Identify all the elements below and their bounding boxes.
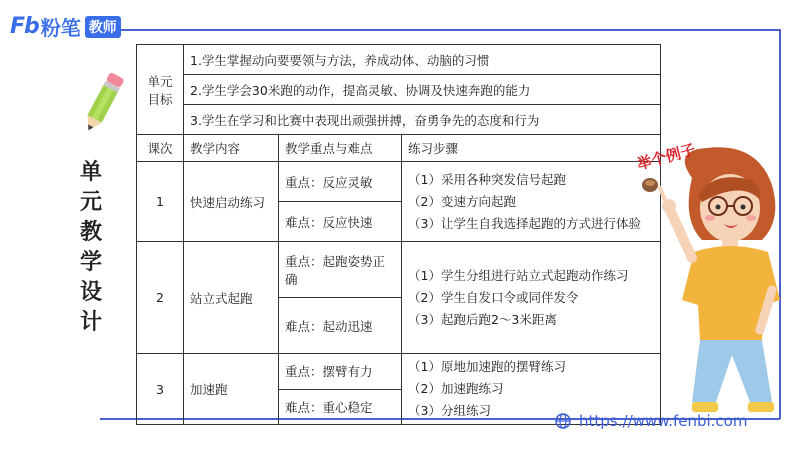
lesson-row — [137, 354, 661, 390]
side-title-char: 设 — [79, 280, 102, 305]
lesson-content: 站立式起跑 — [184, 242, 279, 354]
goals-label-line: 目标 — [147, 91, 173, 107]
lesson-row — [137, 162, 661, 202]
step-item: （2）变速方向起跑 — [408, 193, 516, 209]
fenbi-logo — [10, 12, 121, 41]
step-item: （2）加速跑练习 — [408, 381, 504, 396]
side-title — [76, 158, 106, 338]
lesson-row — [137, 242, 661, 298]
globe-icon — [555, 413, 571, 429]
website-link[interactable] — [555, 412, 747, 430]
header-content: 教学内容 — [184, 135, 279, 162]
step-item: （2）学生自发口令或同伴发令 — [408, 289, 579, 305]
goals-label-line: 单元 — [147, 73, 173, 89]
goal-row — [137, 45, 661, 75]
header-steps: 练习步骤 — [402, 135, 661, 162]
side-title-char: 单 — [79, 160, 102, 185]
lesson-steps — [402, 242, 661, 354]
step-item: （1）原地加速跑的摆臂练习 — [408, 359, 566, 374]
lesson-content: 加速跑 — [184, 354, 279, 425]
lesson-number: 1 — [137, 162, 184, 242]
lesson-difficulty: 难点：重心稳定 — [279, 389, 402, 425]
lesson-key-point: 重点：摆臂有力 — [279, 354, 402, 390]
lesson-plan-table — [136, 44, 661, 425]
lesson-content: 快速启动练习 — [184, 162, 279, 242]
goal-item: 1.学生掌握动向要要领与方法，养成动体、动脑的习惯 — [184, 45, 661, 75]
lesson-key-point: 重点：起跑姿势正确 — [279, 242, 402, 298]
side-title-char: 元 — [79, 190, 102, 215]
lesson-number: 2 — [137, 242, 184, 354]
lesson-difficulty: 难点：反应快速 — [279, 202, 402, 242]
website-url: https://www.fenbi.com — [579, 412, 748, 430]
step-item: （1）采用各种突发信号起跑 — [408, 171, 566, 187]
logo-badge: 教师 — [85, 16, 121, 38]
header-key: 教学重点与难点 — [279, 135, 402, 162]
step-item: （3）分组练习 — [408, 403, 491, 418]
teacher-illustration — [632, 140, 792, 425]
header-course: 课次 — [137, 135, 184, 162]
goal-row — [137, 75, 661, 105]
logo-name: 粉笔 — [40, 16, 81, 40]
side-title-char: 教 — [79, 220, 102, 245]
logo-mark: Fb — [10, 14, 39, 39]
example-label: 举个例子 — [634, 140, 698, 174]
lesson-difficulty: 难点：起动迅速 — [279, 298, 402, 354]
goals-label — [137, 45, 184, 135]
step-item: （3）起跑后跑2～3米距离 — [408, 311, 557, 327]
step-item: （3）让学生自我选择起跑的方式进行体验 — [408, 215, 641, 231]
lesson-key-point: 重点：反应灵敏 — [279, 162, 402, 202]
goal-row — [137, 105, 661, 135]
step-item: （1）学生分组进行站立式起跑动作练习 — [408, 267, 629, 283]
side-title-char: 计 — [79, 310, 102, 335]
header-row — [137, 135, 661, 162]
side-title-char: 学 — [79, 250, 102, 275]
pencil-icon — [78, 68, 128, 138]
lesson-number: 3 — [137, 354, 184, 425]
goal-item: 2.学生学会30米跑的动作，提高灵敏、协调及快速奔跑的能力 — [184, 75, 661, 105]
frame-top-line — [100, 29, 780, 31]
goal-item: 3.学生在学习和比赛中表现出顽强拼搏，奋勇争先的态度和行为 — [184, 105, 661, 135]
lesson-steps — [402, 162, 661, 242]
